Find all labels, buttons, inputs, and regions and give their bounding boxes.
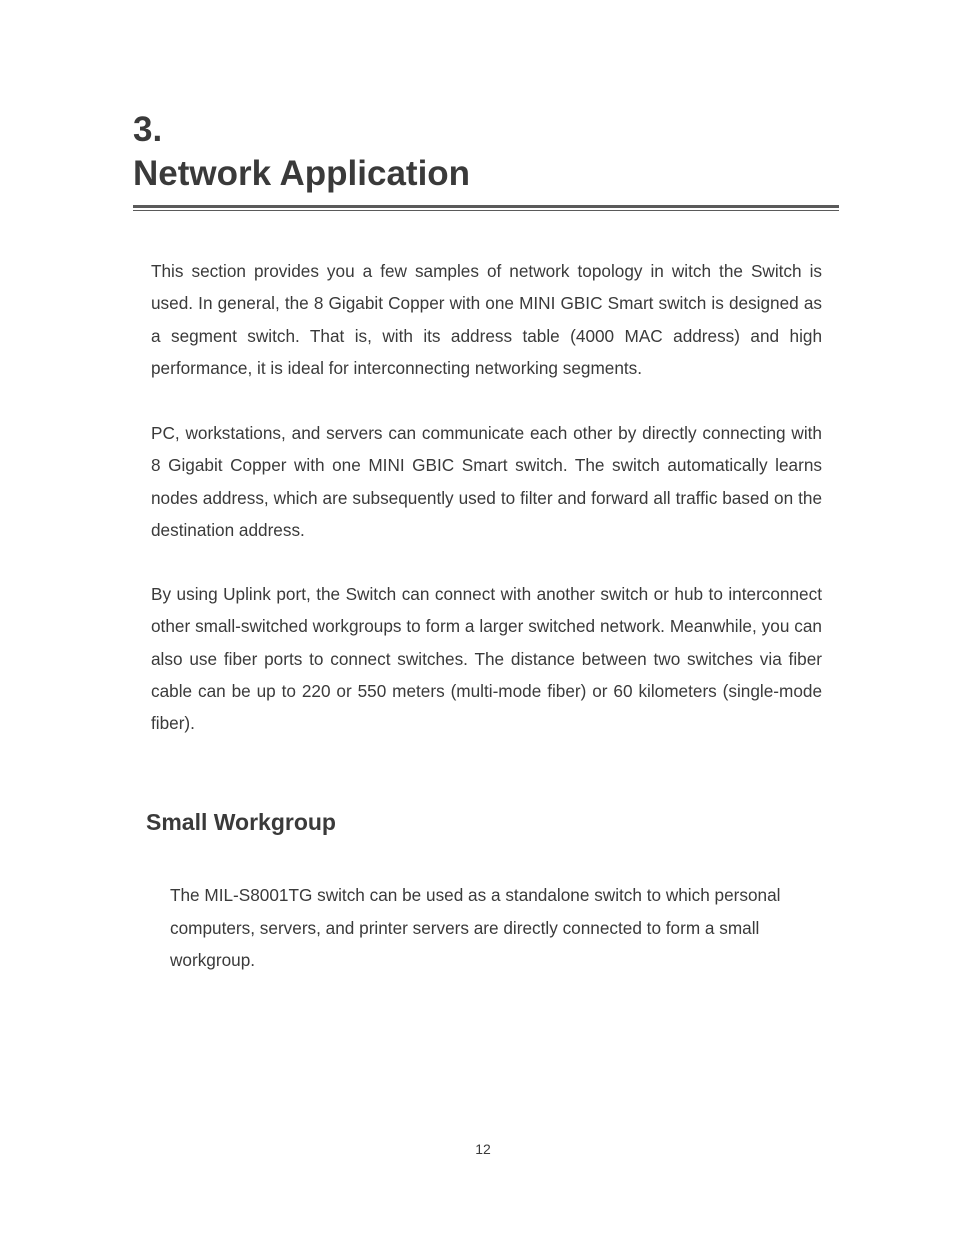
chapter-title: Network Application (133, 154, 471, 193)
intro-paragraph: This section provides you a few samples of network topology in witch the Switch is used. In general, the 8 Gigabit Copper with one MINI GBIC Smart switch is designed as a segment switch. That is, with its address table (4000 MAC address) and high performance, it is ideal for interconnecting networking segments. (151, 261, 822, 378)
page-number: 12 (475, 1141, 491, 1157)
communication-paragraph: PC, workstations, and servers can communicate each other by directly connecting with 8 Gigabit Copper with one MINI GBIC Smart switch. The switch automatically learns nodes address, which are subsequently used to filter and forward all traffic based on the destination address. (151, 423, 822, 540)
title-divider (133, 205, 839, 211)
chapter-number: 3. (133, 110, 163, 149)
uplink-paragraph: By using Uplink port, the Switch can connect with another switch or hub to interconnect other small-switched workgroups to form a larger switched network. Meanwhile, you can also use fiber ports to connect switches. The distance between two switches via fiber cable can be up to 220 or 550 meters (multi-mode fiber) or 60 kilometers (single-mode fiber). (151, 584, 822, 734)
section-heading: Small Workgroup (146, 809, 336, 835)
section-body: The MIL-S8001TG switch can be used as a standalone switch to which personal computers, servers, and printer servers are directly connected to form a small workgroup. (170, 885, 781, 970)
